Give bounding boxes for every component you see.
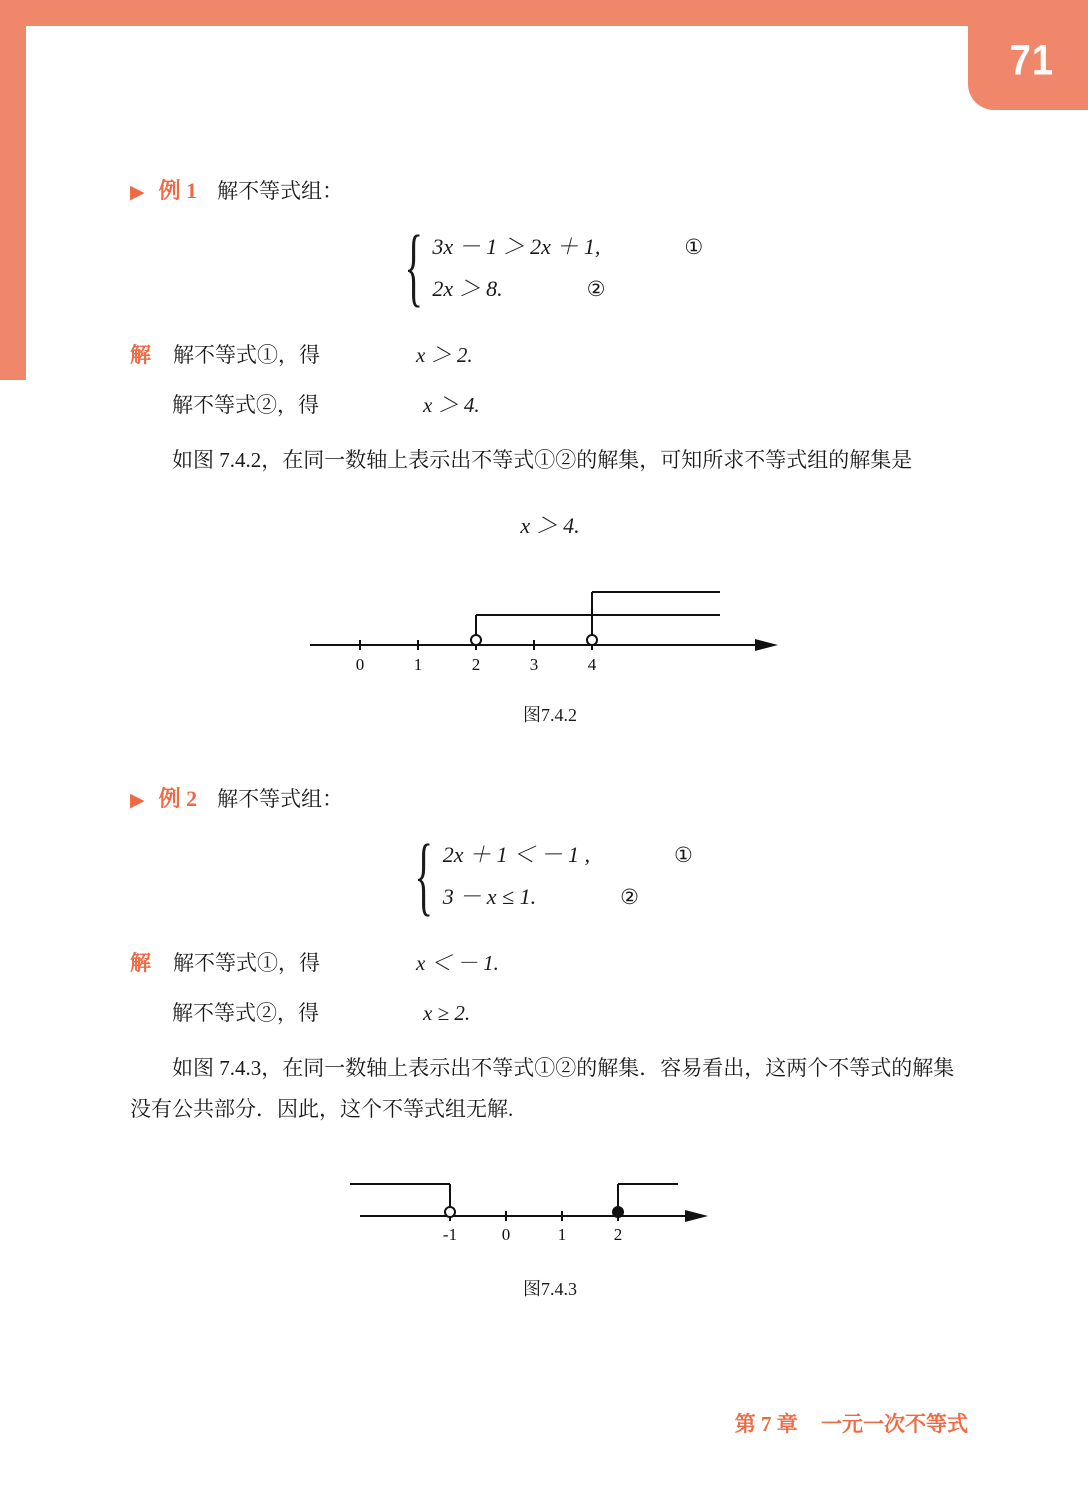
solution-2-label: 解不等式②，得 bbox=[172, 392, 319, 417]
example-1-paragraph: 如图 7.4.2，在同一数轴上表示出不等式①②的解集，可知所求不等式组的解集是 bbox=[172, 447, 913, 472]
svg-text:3: 3 bbox=[529, 655, 539, 675]
solution-1-label: 解不等式①，得 bbox=[173, 342, 320, 367]
solution-1-result: x ＜ － 1. bbox=[416, 951, 499, 976]
figure-7-4-3 bbox=[130, 1154, 970, 1306]
equation-2-mark: ② bbox=[620, 885, 639, 910]
page-footer bbox=[735, 1408, 968, 1438]
equation-1: 2x ＋ 1 ＜ － 1 , bbox=[442, 842, 591, 868]
svg-text:2: 2 bbox=[471, 655, 481, 675]
example-1-label: 例 1 bbox=[158, 178, 198, 203]
example-1-solution-line-2 bbox=[130, 386, 970, 426]
solution-1-result: x ＞ 2. bbox=[416, 342, 473, 367]
triangle-bullet-icon: ▶ bbox=[130, 790, 145, 812]
figure-1-caption: 图7.4.2 bbox=[523, 705, 577, 726]
solution-word: 解 bbox=[130, 951, 151, 976]
page-number: 71 bbox=[1009, 37, 1054, 85]
equation-2: 2x ＞ 8. bbox=[432, 275, 503, 301]
equation-2: 3 － x ≤ 1. bbox=[442, 884, 537, 910]
number-line-diagram-1 bbox=[300, 570, 800, 680]
equation-1-mark: ① bbox=[684, 234, 704, 259]
solution-1-label: 解不等式①，得 bbox=[173, 951, 320, 976]
example-1-system bbox=[130, 219, 970, 317]
example-2-system bbox=[130, 828, 970, 925]
svg-text:2: 2 bbox=[613, 1225, 623, 1245]
equation-1-mark: ① bbox=[674, 843, 693, 868]
left-decoration-bar bbox=[0, 0, 26, 380]
svg-text:1: 1 bbox=[557, 1225, 567, 1245]
example-2-solution-line-2 bbox=[130, 994, 970, 1034]
figure-2-caption: 图7.4.3 bbox=[523, 1278, 577, 1299]
equation-2-mark: ② bbox=[586, 276, 606, 301]
svg-text:0: 0 bbox=[355, 655, 365, 675]
number-line-diagram-2 bbox=[340, 1154, 760, 1254]
svg-text:-1: -1 bbox=[442, 1225, 458, 1245]
example-1-solution-line-1 bbox=[130, 336, 970, 376]
example-2-label: 例 2 bbox=[158, 786, 198, 812]
solution-2-label: 解不等式②，得 bbox=[172, 1001, 319, 1026]
example-1-final-result: x ＞ 4. bbox=[520, 512, 580, 538]
footer-chapter: 第 7 章 bbox=[734, 1412, 798, 1436]
example-1-heading bbox=[130, 170, 970, 212]
solution-2-result: x ≥ 2. bbox=[423, 1001, 471, 1026]
equation-row bbox=[443, 834, 693, 876]
svg-text:0: 0 bbox=[501, 1225, 511, 1245]
example-2-paragraph: 如图 7.4.3，在同一数轴上表示出不等式①②的解集．容易看出，这两个不等式的解集没有公共部分．因此，这个不等式组无解. bbox=[130, 1056, 955, 1122]
example-1-prompt: 解不等式组： bbox=[217, 179, 344, 203]
triangle-bullet-icon: ▶ bbox=[130, 182, 145, 203]
left-brace-icon: { bbox=[414, 828, 434, 925]
top-decoration-bar bbox=[0, 0, 1088, 26]
equation-1: 3x － 1 ＞ 2x ＋ 1, bbox=[432, 233, 601, 259]
example-2-prompt: 解不等式组： bbox=[217, 787, 344, 812]
svg-text:4: 4 bbox=[587, 655, 597, 675]
svg-text:1: 1 bbox=[413, 655, 423, 675]
solution-word: 解 bbox=[130, 342, 151, 367]
example-2-solution-line-1 bbox=[130, 944, 970, 984]
footer-title: 一元一次不等式 bbox=[821, 1412, 968, 1436]
figure-7-4-2 bbox=[130, 570, 970, 732]
equation-row bbox=[443, 876, 693, 918]
equation-row bbox=[432, 226, 703, 268]
solution-2-result: x ＞ 4. bbox=[423, 392, 480, 417]
equation-row bbox=[432, 268, 703, 310]
example-2-heading bbox=[130, 778, 970, 820]
page-content bbox=[130, 170, 970, 1316]
left-brace-icon: { bbox=[404, 219, 423, 317]
